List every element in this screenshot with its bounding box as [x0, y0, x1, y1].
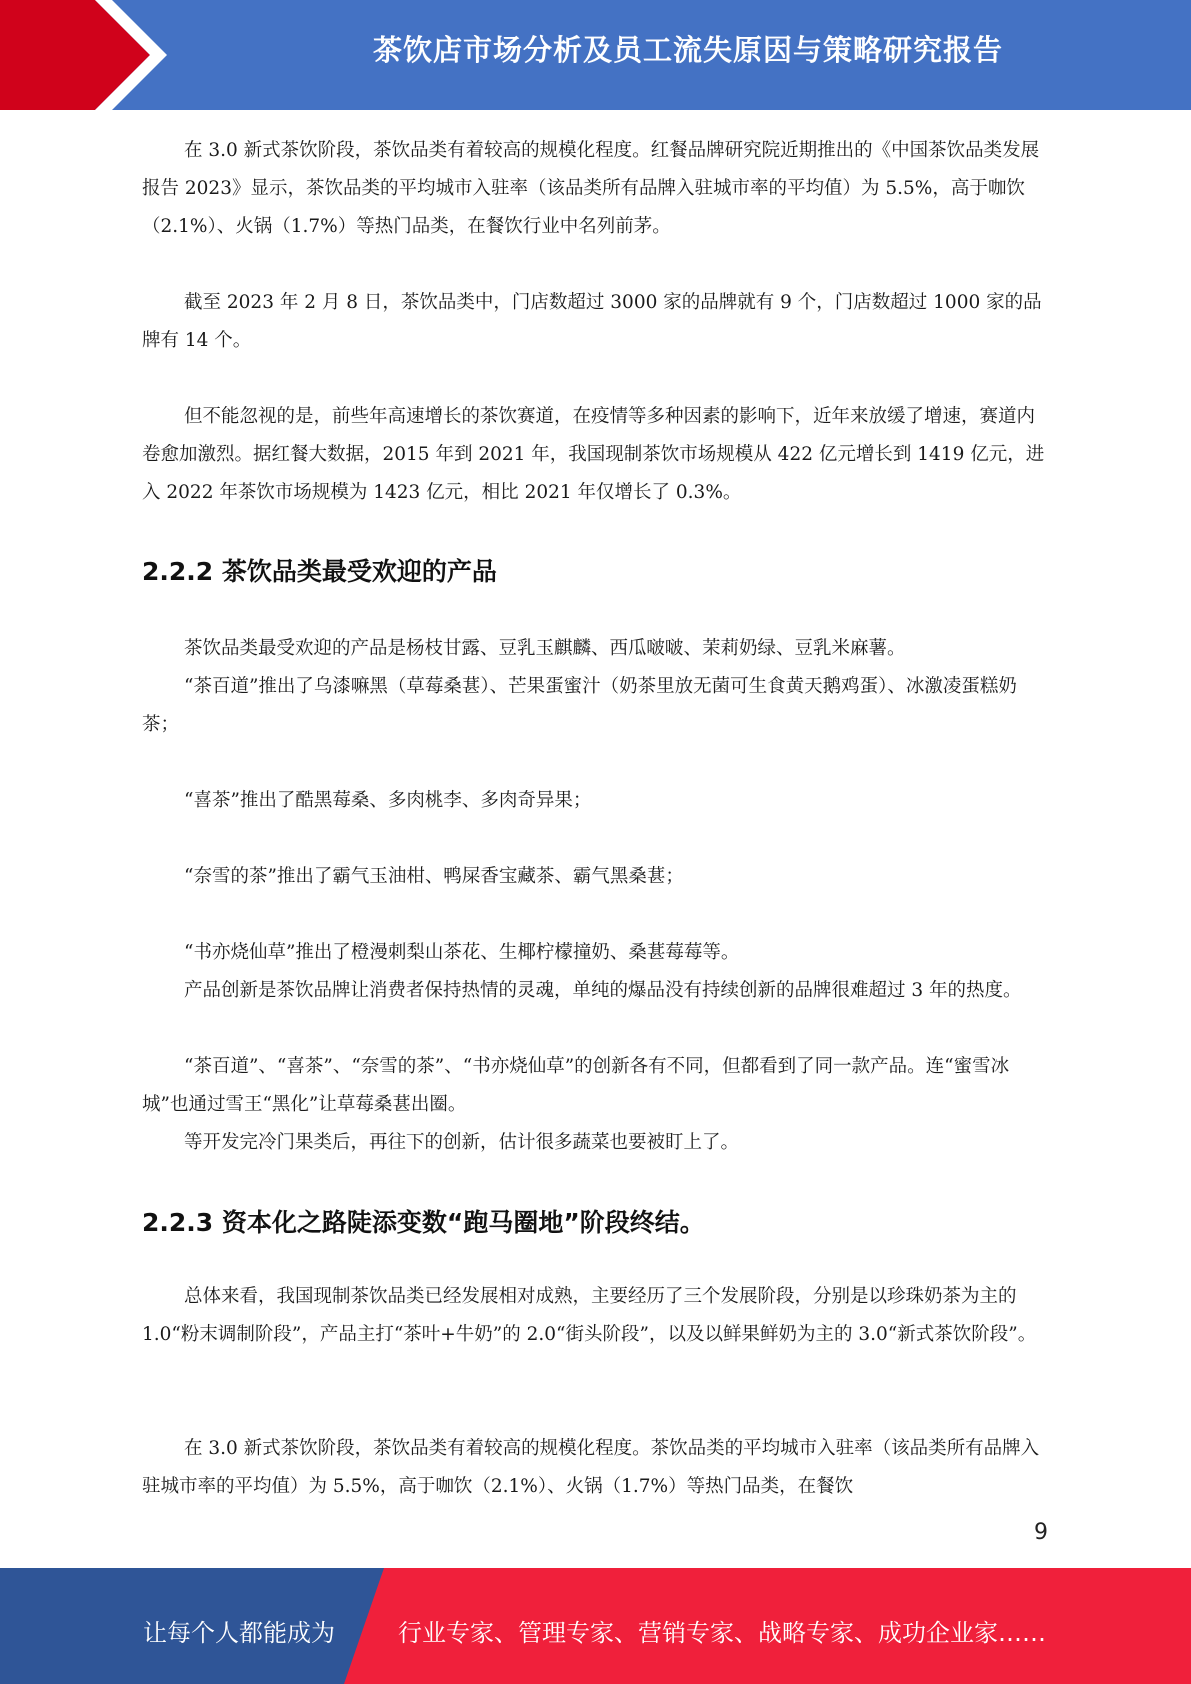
paragraph-nayuki: “奈雪的茶”推出了霸气玉油柑、鸭屎香宝藏茶、霸气黑桑葚； [184, 866, 684, 887]
paragraph-scale: 在 3.0 新式茶饮阶段，茶饮品类有着较高的规模化程度。茶饮品类的平均城市入驻率（该品类所有品牌入驻城市率的平均值）为 5.5%，高于咖饮（2.1%）、火锅（1.7%）等热门品类，在餐饮 [142, 1438, 1040, 1497]
section-heading-2-2-3: 2.2.3 资本化之路陡添变数“跑马圈地”阶段终结。 [142, 1208, 705, 1237]
document-title: 茶饮店市场分析及员工流失原因与策略研究报告 [372, 33, 1003, 67]
paragraph-innovation: 产品创新是茶饮品牌让消费者保持热情的灵魂，单纯的爆品没有持续创新的品牌很难超过 3 年的热度。 [184, 980, 1022, 1001]
page-number: 9 [1034, 1520, 1048, 1545]
footer-slogan-right: 行业专家、管理专家、营销专家、战略专家、成功企业家…… [398, 1619, 1046, 1647]
paragraph-development-stages: 总体来看，我国现制茶饮品类已经发展相对成熟，主要经历了三个发展阶段，分别是以珍珠奶茶为主的 1.0“粉末调制阶段”，产品主打“茶叶+牛奶”的 2.0“街头阶段”，以及以鲜果鲜奶为主的 3.0“新式茶饮阶段”。 [142, 1286, 1037, 1345]
paragraph-heytea: “喜茶”推出了酷黑莓桑、多肉桃李、多肉奇异果； [184, 790, 592, 811]
paragraph-store-count: 截至 2023 年 2 月 8 日，茶饮品类中，门店数超过 3000 家的品牌就有 9 个，门店数超过 1000 家的品牌有 14 个。 [142, 292, 1042, 351]
paragraph-intro: 在 3.0 新式茶饮阶段，茶饮品类有着较高的规模化程度。红餐品牌研究院近期推出的《中国茶饮品类发展报告 2023》显示，茶饮品类的平均城市入驻率（该品类所有品牌入驻城市率的平均值）为 5.5%，高于咖饮（2.1%）、火锅（1.7%）等热门品类，在餐饮行业中名列前茅。 [142, 140, 1040, 237]
page-header [0, 0, 1191, 110]
paragraph-market-size: 但不能忽视的是，前些年高速增长的茶饮赛道，在疫情等多种因素的影响下，近年来放缓了增速，赛道内卷愈加激烈。据红餐大数据，2015 年到 2021 年，我国现制茶饮市场规模从 422 亿元增长到 1419 亿元，进入 2022 年茶饮市场规模为 1423 亿元，相比 2021 年仅增长了 0.3%。 [142, 406, 1045, 503]
paragraph-chabaidao: “茶百道”推出了乌漆嘛黑（草莓桑葚）、芒果蛋蜜汁（奶茶里放无菌可生食黄天鹅鸡蛋）、冰激凌蛋糕奶茶； [142, 676, 1017, 735]
paragraph-vegetables: 等开发完冷门果类后，再往下的创新，估计很多蔬菜也要被盯上了。 [184, 1132, 740, 1153]
paragraph-same-product: “茶百道”、“喜茶”、“奈雪的茶”、“书亦烧仙草”的创新各有不同，但都看到了同一款产品。连“蜜雪冰城”也通过雪王“黑化”让草莓桑葚出圈。 [142, 1056, 1010, 1115]
section-heading-2-2-2: 2.2.2 茶饮品类最受欢迎的产品 [142, 557, 497, 586]
footer-slogan-left: 让每个人都能成为 [143, 1619, 335, 1647]
paragraph-shuyi: “书亦烧仙草”推出了橙漫刺梨山茶花、生椰柠檬撞奶、桑葚莓莓等。 [184, 942, 740, 963]
paragraph-popular-products: 茶饮品类最受欢迎的产品是杨枝甘露、豆乳玉麒麟、西瓜啵啵、茉莉奶绿、豆乳米麻薯。 [184, 638, 906, 659]
page-footer [0, 1568, 1191, 1684]
